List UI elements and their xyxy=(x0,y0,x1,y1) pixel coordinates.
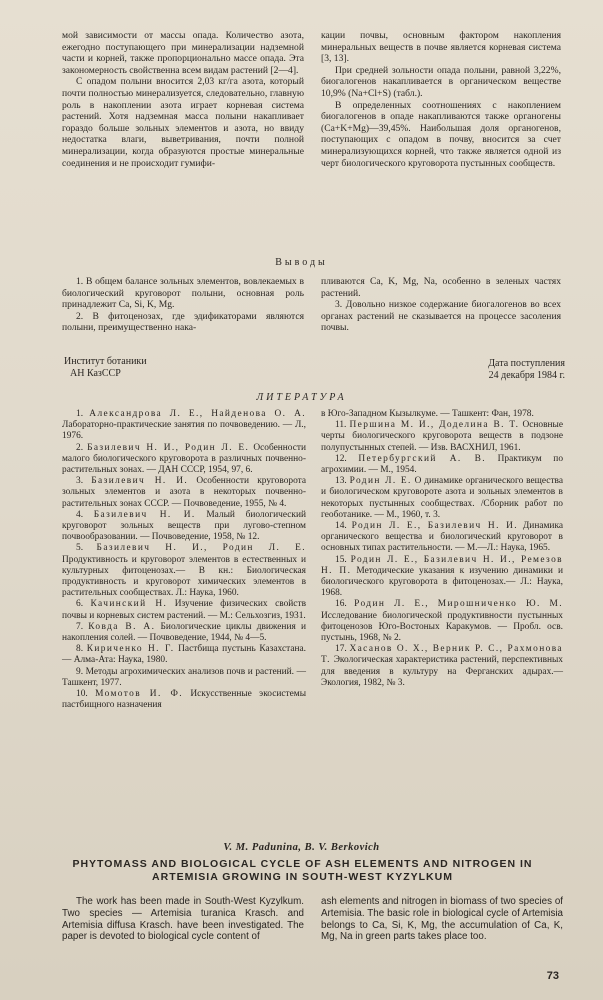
ref-text: Лабораторно-практические занятия по почвоведению. — Л., 1976. xyxy=(62,420,306,442)
reference: 5. Базилевич Н. И., Родин Л. Е. Продуктивность и круговорот элементов в естественных и культурных фитоценозах.— В кн.: Биологическая продуктивность и круговорот химических элементов в растительных сообществах. Л.: Наука, 1960. xyxy=(62,543,307,599)
ref-author: Момотов И. Ф. xyxy=(95,689,183,700)
ref-text: Пастбища пустынь Казахстана. — Алма-Ата: Наука, 1980. xyxy=(62,644,307,666)
reference: 15. Родин Л. Е., Базилевич Н. И., Ремезов Н. П. Методические указания к изучению динамики и биологического круговорота в фитоценозах.— Л.: Наука, 1968. xyxy=(321,554,563,599)
conclusion-item: пливаются Ca, K, Mg, Na, особенно в зеленых частях растений. xyxy=(321,276,561,299)
ref-author: Александрова Л. Е., Найденова О. А. xyxy=(89,409,306,419)
paragraph: При средней зольности опада полыни, равной 3,22%, биогалогенов накапливается в органическом веществе 10,9% (Na+Cl+S) (табл.). xyxy=(321,64,561,99)
reference: 12. Петербургский А. В. Практикум по агрохимии. — М., 1954. xyxy=(321,453,564,476)
received-date xyxy=(440,358,565,382)
ref-text: Исследование биологической продуктивности пустынных фитоценозов Юго-Востоных Каракумов. — Пробл. осв. пустынь, 1968, № 2. xyxy=(321,610,563,644)
ref-text: Искусственные экосистемы пастбищного назначения xyxy=(62,689,307,711)
ref-text: О динамике органического вещества и биологическом круговороте азота и зольных элементов в некоторых пустынных сообществах. /Сборник работ по геоботанике. — М., 1960, т. 3. xyxy=(321,476,563,520)
ref-author: Родин Л. Е., Мирошниченко Ю. М. xyxy=(354,599,563,610)
ref-text: Малый биологический круговорот зольных веществ при лугово-степном почвообразовании. — Почвоведение, 1958, № 12. xyxy=(62,509,307,543)
ref-text: Изучение физических свойств почвы и корневых систем растений. — М.: Сельхозгиз, 1931. xyxy=(62,599,306,621)
ref-author: Кириченко Н. Г. xyxy=(86,644,175,655)
ref-author: Родин Л. Е., Базилевич Н. И. xyxy=(351,521,519,532)
ref-text: Биологические циклы движения и накопления солей. — Почвоведение, 1944, № 4—5. xyxy=(62,621,306,644)
paragraph: В определенных соотношениях с накоплением биогалогенов в опаде накапливаются также органогены (Ca+K+Mg)—39,45%. Наибольшая доля органогенов, поступающих с опадом в почву, вносится за счет минерализующихся корней, что также является одной из черт биологического круговорота пустынных сообществ. xyxy=(321,99,561,169)
ref-author: Качинский Н. xyxy=(90,599,168,610)
reference: 8. Кириченко Н. Г. Пастбища пустынь Казахстана. — Алма-Ата: Наука, 1980. xyxy=(62,644,307,666)
reference: 14. Родин Л. Е., Базилевич Н. И. Динамика органического вещества и биологический круговорот в основных типах растительности. — М.—Л.: Наука, 1965. xyxy=(321,521,564,554)
ref-author: Хасанов О. Х., Верник Р. С., Рахмонова Т. xyxy=(321,644,563,666)
ref-text: Экологическая характеристика растений, перспективных для введения в культуру на Ферганских адырах.— Экология, 1982, № 3. xyxy=(321,655,563,688)
ref-author: Базилевич Н. И. xyxy=(93,509,196,520)
conclusions-heading: Выводы xyxy=(275,257,328,268)
reference: 2. Базилевич Н. И., Родин Л. Е. Особенности малого биологического круговорота в различных почвенно-растительных зонах. — ДАН СССР, 1954, 97, 6. xyxy=(62,442,307,476)
ref-author: Ковда В. А. xyxy=(88,621,156,632)
literature-left xyxy=(62,409,306,711)
reference xyxy=(321,409,563,420)
conclusion-item: 2. В фитоценозах, где эдификаторами являются полыни, преимущественно нака- xyxy=(62,310,304,334)
reference: 17. Хасанов О. Х., Верник Р. С., Рахмонова Т. Экологическая характеристика растений, перспективных для введения в культуру на Ферганских адырах.— Экология, 1982, № 3. xyxy=(321,644,563,688)
reference: 1. Александрова Л. Е., Найденова О. А. Лабораторно-практические занятия по почвоведению. — Л., 1976. xyxy=(62,409,306,442)
reference: 16. Родин Л. Е., Мирошниченко Ю. М. Исследование биологической продуктивности пустынных фитоценозов Юго-Востоных Каракумов. — Пробл. осв. пустынь, 1968, № 2. xyxy=(321,599,563,644)
reference: 13. Родин Л. Е. О динамике органического вещества и биологическом круговороте азота и зольных элементов в некоторых пустынных сообществах. /Сборник работ по геоботанике. — М., 1960, т. 3. xyxy=(321,476,563,520)
literature-right xyxy=(321,409,563,689)
institute-line: АН КазССР xyxy=(70,368,121,379)
institute-line: Институт ботаники xyxy=(64,356,147,367)
reference: 4. Базилевич Н. И. Малый биологический круговорот зольных веществ при лугово-степном почвообразовании. — Почвоведение, 1958, № 12. xyxy=(62,509,307,543)
reference: 9. Методы агрохимических анализов почв и растений. — Ташкент, 1977. xyxy=(62,666,306,688)
ref-text: Продуктивность и круговорот элементов в естественных и культурных фитоценозах.— В кн.: Биологическая продуктивность и круговорот химических элементов в растительных сообществах. Л.: Наука, 1960. xyxy=(62,554,306,599)
ref-author: Першина М. И., Доделина В. Т. xyxy=(349,420,520,431)
conclusion-item: 3. Довольно низкое содержание биогалогенов во всех органах растений не сказывается на процессе засоления почвы. xyxy=(321,299,561,334)
ref-text: в Юго-Западном Кызылкуме. — Ташкент: Фан, 1978. xyxy=(321,409,534,419)
reference: 10. Момотов И. Ф. Искусственные экосистемы пастбищного назначения xyxy=(62,689,307,711)
ref-author: Родин Л. Е. xyxy=(349,476,412,487)
summary-text: The work has been made in South-West Kyzylkum. Two species — Artemisia turanica Krasch. and Artemisia diffusa Krasch. have been investigated. The paper is devoted to biological cycle content of xyxy=(62,896,304,943)
reference: 3. Базилевич Н. И. Особенности круговорота зольных элементов и азота в некоторых почвенно-растительных зонах СССР. — Почвоведение, 1955, № 4. xyxy=(62,476,307,509)
summary-left xyxy=(62,896,304,943)
top-right-column xyxy=(321,30,561,169)
ref-text: Методические указания к изучению динамики и биологического круговорота в фитоценозах.— Л.: Наука, 1968. xyxy=(321,565,563,599)
conclusions-left xyxy=(62,276,304,334)
received-label: Дата поступления xyxy=(488,358,565,369)
ref-text: Практикум по агрохимии. — М., 1954. xyxy=(321,453,564,476)
conclusions-right xyxy=(321,276,561,334)
ref-text: Особенности малого биологического круговорота в различных почвенно-растительных зонах. — ДАН СССР, 1954, 97, 6. xyxy=(62,442,307,476)
paragraph: мой зависимости от массы опада. Количество азота, ежегодно поступающего при минерализации надземной части и корней, также пропорционально массе опада. Эта закономерность свойственна всем видам растений [2—4]. xyxy=(62,30,304,76)
ref-author: Базилевич Н. И., Родин Л. Е. xyxy=(87,442,250,453)
reference: 7. Ковда В. А. Биологические циклы движения и накопления солей. — Почвоведение, 1944, № 4—5. xyxy=(62,621,306,644)
reference: 6. Качинский Н. Изучение физических свойств почвы и корневых систем растений. — М.: Сельхозгиз, 1931. xyxy=(62,599,306,621)
conclusion-item: 1. В общем балансе зольных элементов, вовлекаемых в биологический круговорот полыни, основная роль принадлежит Ca, Si, K, Mg. xyxy=(62,276,304,311)
summary-text: ash elements and nitrogen in biomass of two species of Artemisia. The basic role in biological cycle of Artemisia belongs to Ca, Si, K, Mg, the accumulation of Ca, K, Mg, Na in green parts takes place too. xyxy=(321,896,563,943)
literature-heading: ЛИТЕРАТУРА xyxy=(256,392,347,403)
paragraph: кации почвы, основным фактором накопления минеральных веществ в почве является корневая система [3, 13]. xyxy=(321,30,561,65)
ref-text: Основные черты биологического круговорота веществ в подзоне полупустынных степей. — Изв. ВАСХНИЛ, 1961. xyxy=(321,420,563,453)
received-date-value: 24 декабря 1984 г. xyxy=(488,370,565,381)
ref-text: Динамика органического вещества и биологический круговорот в основных типах растительности. — М.—Л.: Наука, 1965. xyxy=(321,521,564,554)
reference: 11. Першина М. И., Доделина В. Т. Основные черты биологического круговорота веществ в подзоне полупустынных степей. — Изв. ВАСХНИЛ, 1961. xyxy=(321,420,563,453)
ref-text: Методы агрохимических анализов почв и растений. — Ташкент, 1977. xyxy=(62,666,306,688)
ref-author: Базилевич Н. И., Родин Л. Е. xyxy=(96,543,307,554)
ref-text: Особенности круговорота зольных элементов и азота в некоторых почвенно-растительных зонах СССР. — Почвоведение, 1955, № 4. xyxy=(62,476,307,509)
ref-author: Петербургский А. В. xyxy=(358,453,487,464)
ref-author: Родин Л. Е., Базилевич Н. И., Ремезов Н. П. xyxy=(321,554,563,576)
summary-title: PHYTOMASS AND BIOLOGICAL CYCLE OF ASH ELEMENTS AND NITROGEN IN ARTEMISIA GROWING IN SOUTH-WEST KYZYLKUM xyxy=(72,858,533,883)
top-left-column xyxy=(62,30,304,169)
summary-right xyxy=(321,896,563,943)
summary-authors: V. M. Padunina, B. V. Berkovich xyxy=(223,842,380,853)
institute xyxy=(64,356,147,380)
page-number: 73 xyxy=(546,970,559,982)
paragraph: С опадом полыни вносится 2,03 кг/га азота, который почти полностью минерализуется, следовательно, главную роль в накоплении азота играет корневая система растений. Хотя надземная масса полыни накапливает гораздо больше зольных элементов и азота, но ввиду недостатка влаги, выветривания, почти полной минерализации, когда образуются простые минеральные соединения и не происходит гумифи- xyxy=(62,76,304,169)
ref-author: Базилевич Н. И. xyxy=(91,476,189,487)
